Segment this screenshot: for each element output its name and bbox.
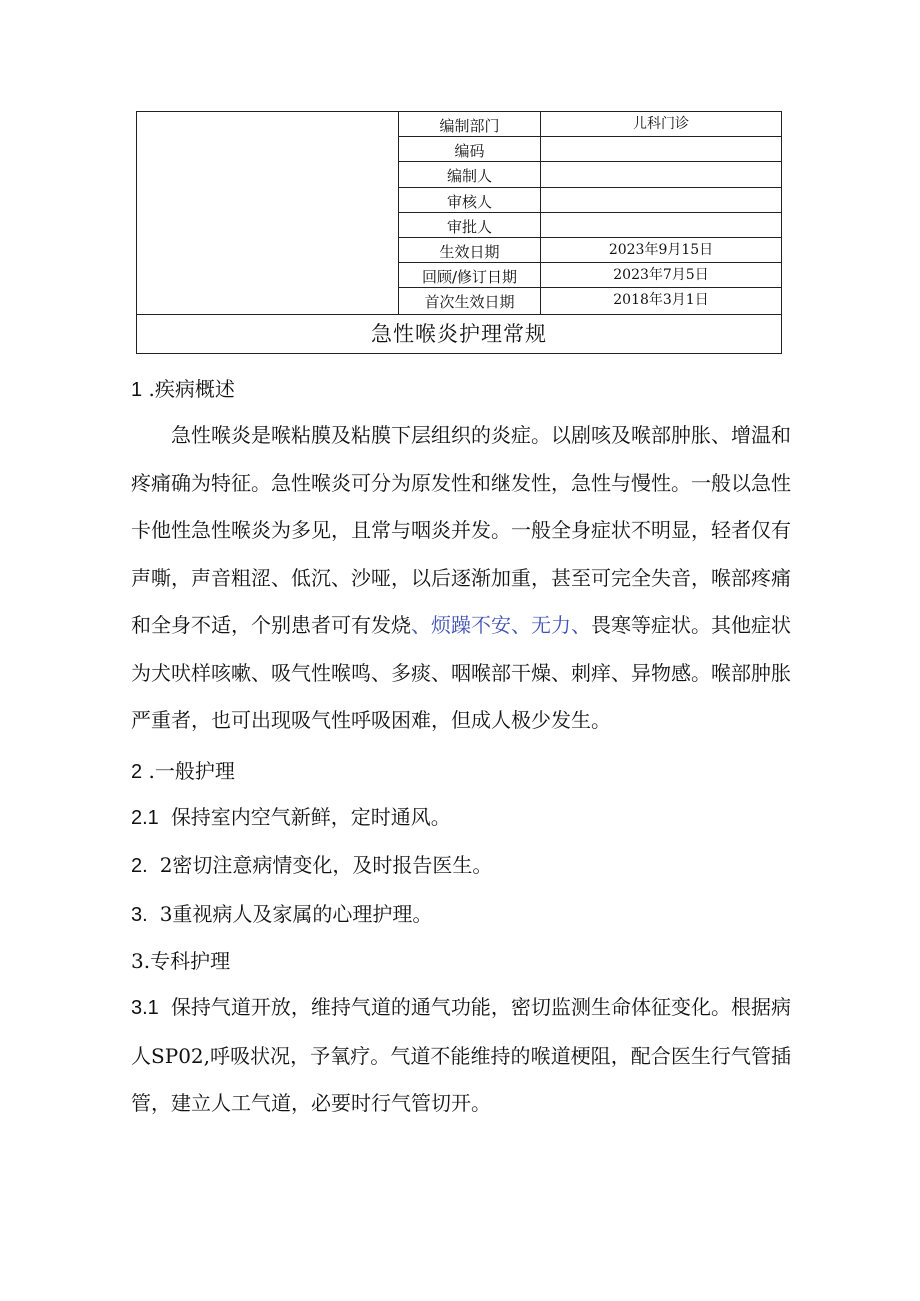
info-row-author (399, 162, 781, 187)
info-label: 回顾/修订日期 (399, 263, 541, 287)
info-label: 生效日期 (399, 238, 541, 262)
section-number: 2 (131, 760, 143, 783)
list-item (131, 842, 791, 891)
document-body (131, 367, 791, 1128)
section-heading-overview (131, 367, 791, 412)
item-number: 2.1 (131, 806, 159, 829)
info-label: 编码 (399, 137, 541, 161)
list-item (131, 794, 791, 843)
item-number: 2. (131, 855, 148, 877)
info-value: 2018年3月1日 (613, 292, 709, 309)
item-number: 3.1 (131, 997, 159, 1019)
section-heading-general-care (131, 749, 791, 794)
info-label: 审核人 (399, 188, 541, 212)
highlighted-text: 、烦躁不安、无力、 (411, 613, 591, 637)
document-title: 急性喉炎护理常规 (371, 322, 547, 346)
item-text: 保持室内空气新鲜，定时通风。 (170, 804, 451, 829)
document-control-table (136, 111, 782, 354)
list-item (131, 984, 791, 1128)
info-row-code (399, 137, 781, 162)
info-label: 编制人 (399, 162, 541, 186)
info-row-approver (399, 213, 781, 238)
info-value: 2023年9月15日 (608, 241, 714, 258)
logo-cell (137, 112, 399, 314)
info-value: 2023年7月5日 (613, 267, 709, 284)
info-label: 编制部门 (399, 112, 541, 136)
section-title: .疾病概述 (148, 377, 235, 401)
paragraph-text: 急性喉炎是喉粘膜及粘膜下层组织的炎症。以剧咳及喉部肿胀、增温和疼痛确为特征。急性喉炎可分为原发性和继发性，急性与慢性。一般以急性卡他性急性喉炎为多见，且常与咽炎并发。一般全身症状不明显，轻者仅有声嘶，声音粗涩、低沉、沙哑，以后逐渐加重，甚至可完全失音，喉部疼痛和全身不适，个别患者可有发烧 (131, 423, 791, 637)
info-value (541, 188, 781, 212)
list-item (131, 891, 791, 940)
header-top (137, 112, 781, 315)
info-label: 审批人 (399, 213, 541, 237)
info-value (541, 162, 781, 186)
item-text: 2密切注意病情变化，及时报告医生。 (159, 853, 493, 877)
section-heading-specialist-care (131, 939, 791, 984)
info-row-effective-date (399, 238, 781, 263)
info-row-department (399, 112, 781, 137)
section-title: 3.专科护理 (131, 949, 231, 973)
info-row-first-effective-date (399, 288, 781, 313)
info-row-reviewer (399, 188, 781, 213)
item-text: 保持气道开放，维持气道的通气功能，密切监测生命体征变化。根据病人SP02,呼吸状况，予氧疗。气道不能维持的喉道梗阻，配合医生行气管插管，建立人工气道，必要时行气管切开。 (131, 995, 791, 1115)
section-number: 1 (131, 379, 143, 401)
item-number: 3. (131, 903, 148, 926)
info-grid (399, 112, 781, 314)
section-title: .一般护理 (148, 758, 235, 783)
info-value: 儿科门诊 (633, 116, 689, 132)
info-label: 首次生效日期 (399, 288, 541, 313)
info-row-revision-date (399, 263, 781, 288)
info-value (541, 137, 781, 161)
info-value (541, 213, 781, 237)
item-text: 3重视病人及家属的心理护理。 (159, 901, 433, 926)
overview-paragraph (131, 412, 791, 745)
paragraph-text: 畏寒等症状。其他症状为犬吠样咳嗽、吸气性喉鸣、多痰、咽喉部干燥、刺痒、异物感。喉部肿胀严重者，也可出现吸气性呼吸困难，但成人极少发生。 (131, 613, 791, 732)
